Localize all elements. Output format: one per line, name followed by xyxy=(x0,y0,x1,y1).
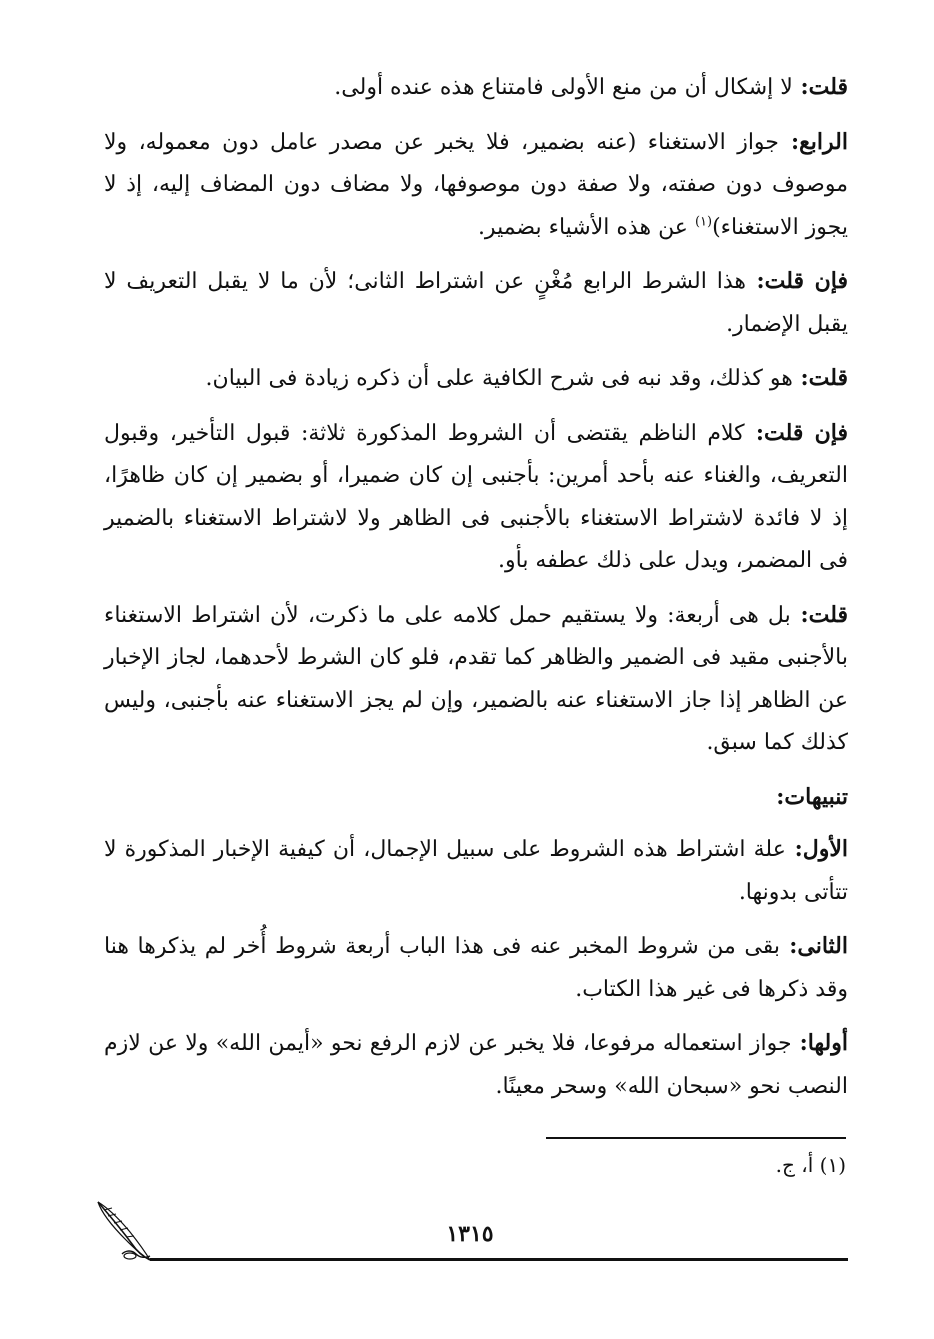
paragraph-text: كلام الناظم يقتضى أن الشروط المذكورة ثلاثة: قبول التأخير، وقبول التعريف، والغناء عنه بأحد أمرين: بأجنبى إن كان ضميرا، أو بضمير إن كان ظاهرًا، إذ لا فائدة لاشتراط الاستغناء بالأجنبى فى الظاهر ولا لاشتراط الاستغناء بالضمير فى المضمر، ويدل على ذلك عطفه بأو. xyxy=(104,420,849,573)
paragraph-2 xyxy=(104,121,848,250)
paragraph-lead: فإن قلت: xyxy=(746,268,848,294)
paragraph-text: هذا الشرط الرابع مُغْنٍ عن اشتراط الثانى؛ لأن ما لا يقبل التعريف لا يقبل الإضمار. xyxy=(104,269,848,337)
note-lead: الثانى: xyxy=(780,933,848,959)
note-text: جواز استعماله مرفوعا، فلا يخبر عن لازم الرفع نحو «أيمن الله» ولا عن لازم النصب نحو «سبحان الله» وسحر معينًا. xyxy=(104,1031,848,1099)
paragraph-text: جواز الاستغناء (عنه بضمير، فلا يخبر عن مصدر عامل دون معموله، ولا موصوف دون صفته، ولا صفة دون موصوفها، ولا مضاف دون المضاف إليه، إذ لا يجوز الاستغناء) xyxy=(104,129,848,240)
paragraph-text: بل هى أربعة: ولا يستقيم حمل كلامه على ما ذكرت، لأن اشتراط الاستغناء بالأجنبى مقيد فى الضمير والظاهر كما تقدم، فلو كان الشرط لأحدهما، لجاز الإخبار عن الظاهر إذا جاز الاستغناء عنه بالضمير، وإن لم يجز الاستغناء عنه بأجنبى، وليس كذلك كما سبق. xyxy=(104,602,848,755)
section-heading: تنبيهات: xyxy=(776,783,848,810)
quill-icon xyxy=(92,1196,154,1266)
paragraph-3 xyxy=(104,260,848,346)
paragraph-tail: عن هذه الأشياء بضمير. xyxy=(477,214,695,240)
footnote-divider xyxy=(546,1137,846,1139)
paragraph-lead: الرابع: xyxy=(778,128,848,155)
footnote-marker: (١) xyxy=(694,214,713,230)
paragraph-lead: قلت: xyxy=(792,365,848,391)
paragraph-text: هو كذلك، وقد نبه فى شرح الكافية على أن ذكره زيادة فى البيان. xyxy=(205,366,793,391)
note-text: علة اشتراط هذه الشروط على سبيل الإجمال، أن كيفية الإخبار المذكورة لا تتأتى بدونها. xyxy=(104,837,848,905)
note-3 xyxy=(104,1022,848,1108)
paragraph-lead: قلت: xyxy=(790,601,848,628)
paragraph-5 xyxy=(104,412,848,583)
note-1 xyxy=(104,828,848,914)
note-lead: الأول: xyxy=(785,836,848,862)
paragraph-1 xyxy=(104,66,848,110)
main-text xyxy=(104,66,848,1119)
paragraph-6 xyxy=(104,594,848,765)
note-lead: أولها: xyxy=(791,1030,848,1056)
footnote: (١) أ، ج. xyxy=(775,1153,846,1177)
paragraph-lead: قلت: xyxy=(792,74,848,100)
paragraph-lead: فإن قلت: xyxy=(744,419,848,446)
paragraph-text: لا إشكال أن من منع الأولى فامتناع هذه عنده أولى. xyxy=(334,75,793,100)
bottom-rule xyxy=(150,1258,848,1261)
note-text: بقى من شروط المخبر عنه فى هذا الباب أربعة شروط أُخر لم يذكرها هنا وقد ذكرها فى غير هذا الكتاب. xyxy=(104,934,848,1002)
note-2 xyxy=(104,925,848,1011)
page-number: ١٣١٥ xyxy=(446,1221,494,1247)
paragraph-4 xyxy=(104,357,848,401)
